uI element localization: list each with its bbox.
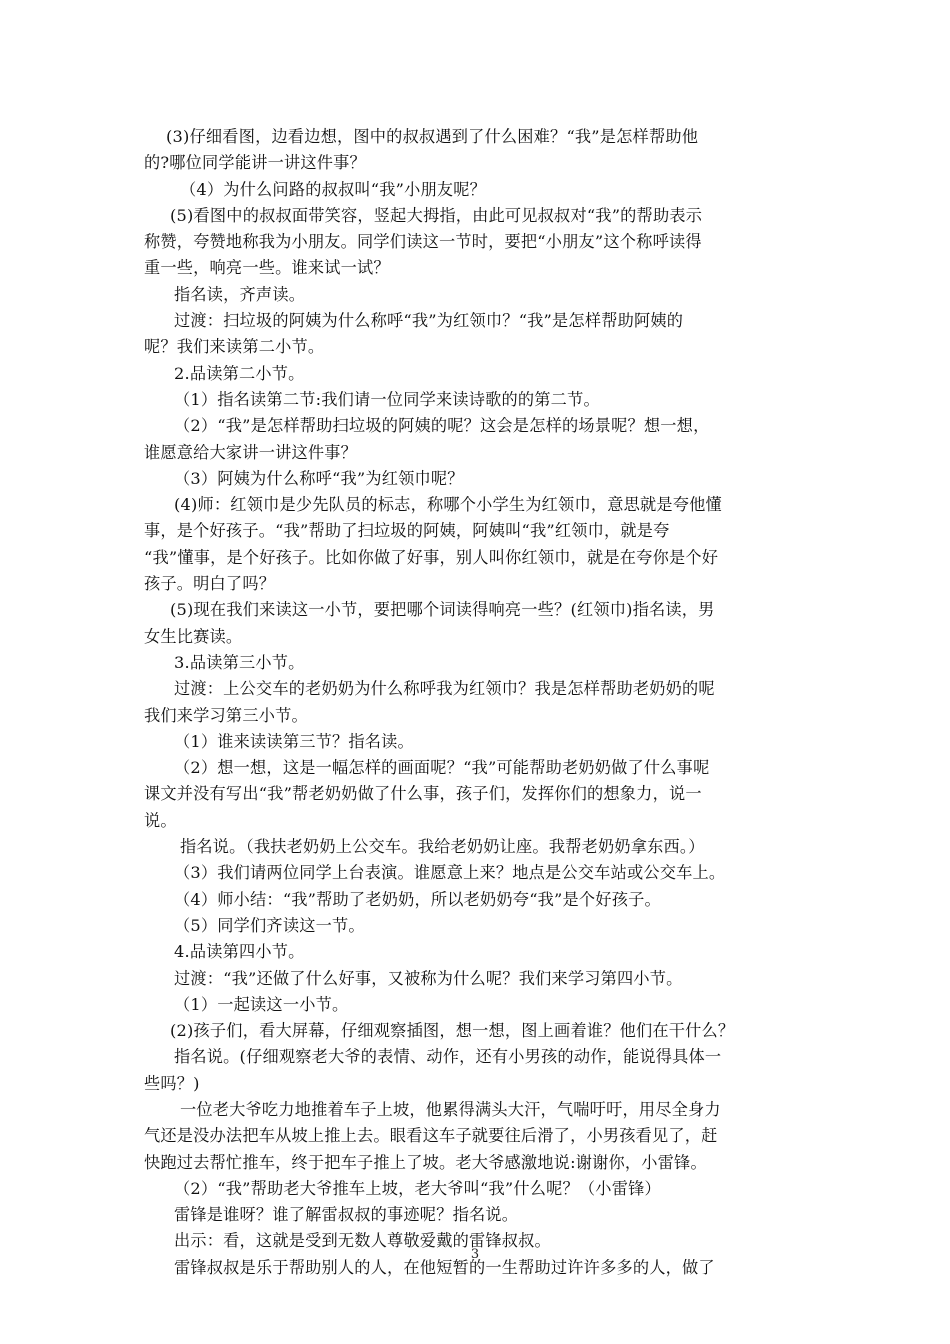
text-line: 女生比赛读。	[144, 626, 243, 646]
text-line: （5）同学们齐读这一节。	[174, 915, 365, 935]
text-line: (5)看图中的叔叔面带笑容，竖起大拇指，由此可见叔叔对“我”的帮助表示	[170, 205, 703, 225]
text-line: (5)现在我们来读这一小节，要把哪个词读得响亮一些？(红领巾)指名读，男	[170, 600, 715, 620]
text-line: (2)孩子们，看大屏幕，仔细观察插图，想一想，图上画着谁？他们在干什么？	[170, 1021, 735, 1041]
text-line: 孩子。明白了吗？	[144, 574, 276, 594]
text-line: 呢？我们来读第二小节。	[144, 337, 325, 357]
text-line: 课文并没有写出“我”帮老奶奶做了什么事，孩子们，发挥你们的想象力，说一	[144, 784, 702, 804]
text-line: 说。	[144, 810, 177, 830]
text-line: 指名说。（我扶老奶奶上公交车。我给老奶奶让座。我帮老奶奶拿东西。）	[180, 837, 705, 857]
text-line: (3)仔细看图，边看边想，图中的叔叔遇到了什么困难？“我”是怎样帮助他	[166, 127, 699, 146]
text-line: （2）“我”是怎样帮助扫垃圾的阿姨的呢？这会是怎样的场景呢？想一想，	[174, 416, 710, 436]
text-line: 气还是没办法把车从坡上推上去。眼看这车子就要往后滑了，小男孩看见了，赶	[144, 1126, 718, 1146]
text-line: 谁愿意给大家讲一讲这件事？	[144, 442, 358, 462]
text-line: （3）阿姨为什么称呼“我”为红领巾呢？	[174, 468, 464, 488]
text-line: 过渡：扫垃圾的阿姨为什么称呼“我”为红领巾？“我”是怎样帮助阿姨的	[174, 311, 684, 331]
text-line: 事，是个好孩子。“我”帮助了扫垃圾的阿姨，阿姨叫“我”红领巾，就是夸	[144, 521, 670, 541]
text-line: 快跑过去帮忙推车，终于把车子推上了坡。老大爷感激地说:谢谢你，小雷锋。	[144, 1152, 707, 1172]
page-number: 3	[470, 1247, 480, 1262]
text-line: 些吗？)	[144, 1073, 200, 1093]
text-line: 称赞，夸赞地称我为小朋友。同学们读这一节时，要把“小朋友”这个称呼读得	[144, 232, 702, 252]
text-line: （1）谁来读读第三节？指名读。	[174, 731, 414, 751]
text-line: (4)师：红领巾是少先队员的标志，称哪个小学生为红领巾，意思就是夸他懂	[174, 495, 722, 515]
text-line: （3）我们请两位同学上台表演。谁愿意上来？地点是公交车站或公交车上。	[174, 863, 726, 883]
text-line: （2）“我”帮助老大爷推车上坡，老大爷叫“我”什么呢？（小雷锋）	[174, 1178, 661, 1198]
text-line: 过渡：“我”还做了什么好事，又被称为什么呢？我们来学习第四小节。	[174, 968, 683, 988]
text-line: （4）为什么问路的叔叔叫“我”小朋友呢？	[180, 179, 487, 199]
text-line: 雷锋是谁呀？谁了解雷叔叔的事迹呢？指名说。	[174, 1205, 519, 1225]
text-line: 4.品读第四小节。	[174, 942, 305, 962]
body-text	[144, 124, 808, 1281]
text-line: 指名读，齐声读。	[174, 284, 306, 304]
text-line: “我”懂事，是个好孩子。比如你做了好事，别人叫你红领巾，就是在夸你是个好	[144, 547, 719, 567]
text-line: 指名说。(仔细观察老大爷的表情、动作，还有小男孩的动作，能说得具体一	[174, 1047, 722, 1067]
text-line: 一位老大爷吃力地推着车子上坡，他累得满头大汗，气喘吁吁，用尽全身力	[180, 1099, 721, 1119]
text-line: （1）指名读第二节:我们请一位同学来读诗歌的的第二节。	[174, 389, 600, 409]
text-line: 我们来学习第三小节。	[144, 705, 308, 725]
text-line: 过渡：上公交车的老奶奶为什么称呼我为红领巾？我是怎样帮助老奶奶的呢	[174, 679, 715, 699]
text-line: 重一些，响亮一些。谁来试一试？	[144, 258, 390, 278]
text-line: （4）师小结：“我”帮助了老奶奶，所以老奶奶夸“我”是个好孩子。	[174, 889, 661, 909]
text-line: 3.品读第三小节。	[174, 652, 305, 672]
text-line: 2.品读第二小节。	[174, 363, 305, 383]
text-line: 出示：看，这就是受到无数人尊敬爱戴的雷锋叔叔。	[174, 1231, 551, 1251]
text-line: （2）想一想，这是一幅怎样的画面呢？“我”可能帮助老奶奶做了什么事呢	[174, 758, 710, 778]
text-line: 的?哪位同学能讲一讲这件事？	[144, 153, 366, 173]
text-line: （1）一起读这一小节。	[174, 994, 349, 1014]
text-line: 雷锋叔叔是乐于帮助别人的人，在他短暂的一生帮助过许许多多的人，做了	[174, 1257, 715, 1277]
